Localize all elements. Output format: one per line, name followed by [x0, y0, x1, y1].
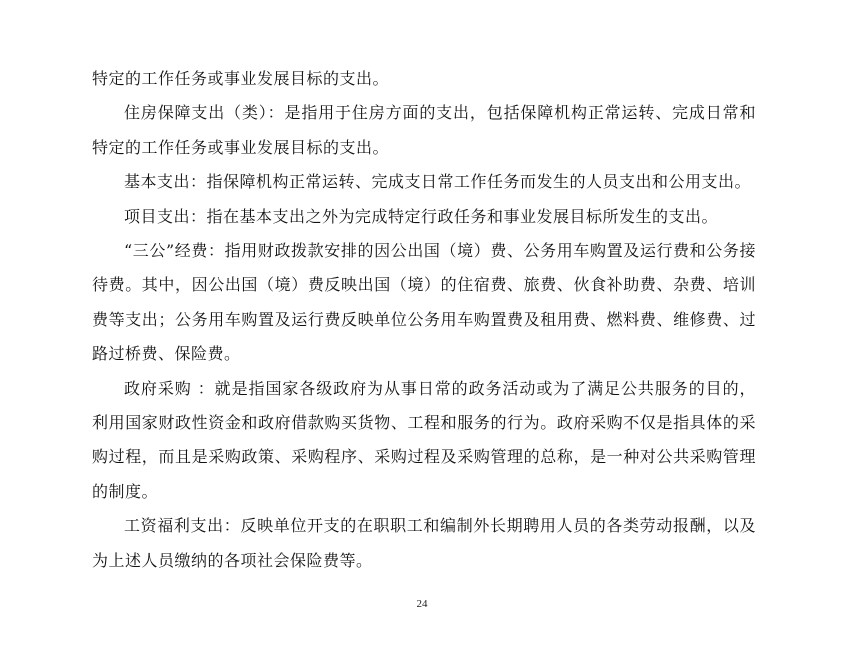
- document-body: [92, 62, 756, 578]
- paragraph-three-public-expenses: “三公”经费：指用财政拨款安排的因公出国（境）费、公务用车购置及运行费和公务接待费。其中，因公出国（境）费反映出国（境）的住宿费、旅费、伙食补助费、杂费、培训费等支出；公务用车购置及运行费反映单位公务用车购置费及租用费、燃料费、维修费、过路过桥费、保险费。: [92, 241, 756, 364]
- paragraph-wage-welfare: 工资福利支出：反映单位开支的在职职工和编制外长期聘用人员的各类劳动报酬，以及为上述人员缴纳的各项社会保险费等。: [92, 516, 756, 570]
- paragraph-basic-expenditure: 基本支出：指保障机构正常运转、完成支日常工作任务而发生的人员支出和公用支出。: [124, 172, 752, 192]
- paragraph-project-expenditure: 项目支出：指在基本支出之外为完成特定行政任务和事业发展目标所发生的支出。: [124, 206, 719, 226]
- paragraph-continuation: 特定的工作任务或事业发展目标的支出。: [92, 69, 390, 88]
- paragraph-government-procurement: 政府采购 ：就是指国家各级政府为从事日常的政务活动或为了满足公共服务的目的，利用国家财政性资金和政府借款购买货物、工程和服务的行为。政府采购不仅是指具体的采购过程，而且是采购政策、采购程序、采购过程及采购管理的总称，是一种对公共采购管理的制度。: [92, 378, 756, 501]
- paragraph-housing-expenditure: 住房保障支出（类）：是指用于住房方面的支出，包括保障机构正常运转、完成日常和特定的工作任务或事业发展目标的支出。: [92, 103, 756, 157]
- page-number: 24: [416, 598, 428, 610]
